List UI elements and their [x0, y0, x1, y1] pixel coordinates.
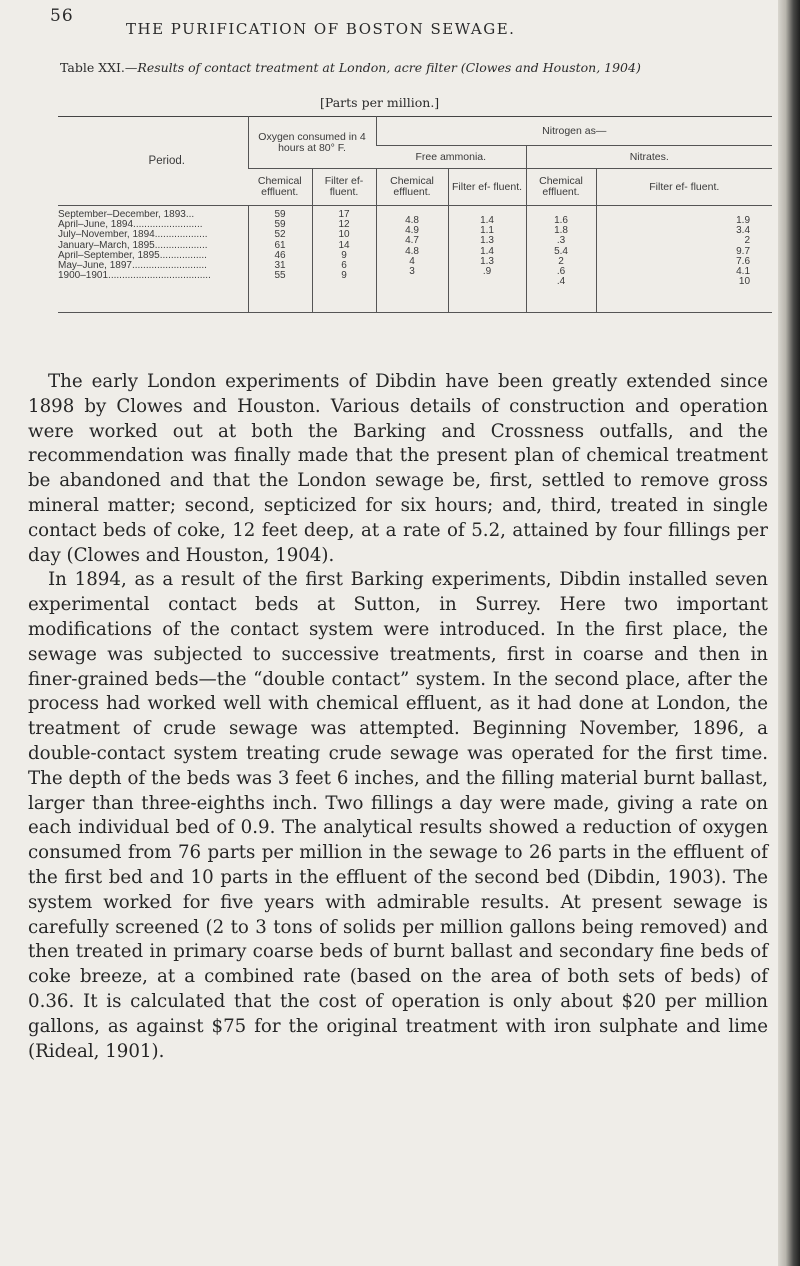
period-cell: September–December, 1893... [58, 210, 195, 220]
ammonia-filter-value: 1.3 [480, 235, 494, 247]
results-table [58, 116, 772, 313]
ammonia-filter-value: 1.4 [480, 245, 494, 257]
col-header-oxygen-chemical: Chemical effluent. [248, 169, 312, 206]
oxygen-chemical-value: 31 [274, 260, 286, 272]
ammonia-chemical-value: 4.8 [405, 245, 419, 257]
nitrates-filter-value: 2 [744, 235, 751, 247]
nitrates-chemical-value: 2 [558, 255, 564, 267]
period-cell: May–June, 1897........................... [58, 261, 207, 272]
table-label: Table XXI. [60, 60, 125, 75]
col-header-period: Period. [148, 154, 185, 167]
col-header-ammonia-filter: Filter ef- fluent. [448, 169, 526, 206]
oxygen-chemical-column [248, 206, 312, 313]
ammonia-chemical-value: 3 [409, 266, 415, 278]
oxygen-filter-value: 17 [338, 209, 350, 220]
col-header-oxygen-filter: Filter ef- fluent. [312, 169, 376, 206]
oxygen-filter-value: 9 [341, 249, 347, 261]
nitrates-filter-value: 1.9 [736, 215, 751, 226]
period-column [58, 206, 248, 313]
table-body-row [58, 206, 772, 313]
nitrates-chemical-value: 1.8 [554, 225, 568, 237]
nitrates-filter-value: 9.7 [736, 245, 751, 257]
oxygen-filter-value: 9 [341, 270, 347, 282]
table-caption: —Results of contact treatment at London, acre filter (Clowes and Houston, 1904) [124, 60, 641, 75]
table-unit-note: [Parts per million.] [320, 95, 440, 110]
table-title [60, 60, 780, 75]
col-group-free-ammonia: Free ammonia. [376, 146, 526, 169]
nitrates-chemical-value: .4 [556, 276, 566, 288]
nitrates-filter-value: 3.4 [736, 225, 751, 237]
nitrates-chemical-column [526, 206, 596, 313]
ammonia-chemical-value: 4.9 [405, 225, 419, 237]
oxygen-chemical-value: 59 [274, 219, 286, 231]
oxygen-filter-value: 6 [341, 260, 347, 272]
paragraph-1: The early London experiments of Dibdin have been greatly extended since 1898 by Clowes and Houston. Various details of construction and operation were worked out at both the Barking and Crossness outfalls, and the recommendation was finally made that the present plan of chemical treatment be abandoned and that the London sewage be, first, settled to remove gross mineral matter; second, septicized for six hours; and, third, treated in single contact beds of coke, 12 feet deep, at a rate of 5.2, attained by four fillings per day (Clowes and Houston, 1904). [28, 371, 768, 566]
ammonia-chemical-value: 4.7 [405, 235, 419, 247]
nitrates-chemical-value: 1.6 [554, 215, 568, 226]
ammonia-chemical-value: 4 [409, 255, 415, 267]
period-cell: April–June, 1894......................... [58, 220, 203, 231]
page-number: 56 [50, 6, 74, 26]
ammonia-chemical-column [376, 206, 448, 313]
page-edge-shadow [778, 0, 800, 1266]
nitrates-chemical-value: .6 [556, 266, 566, 278]
nitrates-filter-value: 10 [738, 276, 751, 288]
ammonia-filter-value: .9 [482, 266, 492, 278]
col-group-nitrogen: Nitrogen as— [376, 117, 772, 146]
running-head: THE PURIFICATION OF BOSTON SEWAGE. [126, 20, 516, 38]
period-cell: April–September, 1895................. [58, 250, 207, 261]
nitrates-filter-value: 4.1 [736, 266, 751, 278]
oxygen-filter-value: 12 [338, 219, 350, 231]
col-header-nitrates-chemical: Chemical effluent. [526, 169, 596, 206]
period-cell: 1900–1901..................................... [58, 271, 211, 282]
ammonia-chemical-value: 4.8 [405, 215, 419, 226]
col-group-nitrates: Nitrates. [526, 146, 772, 169]
oxygen-chemical-value: 61 [274, 239, 286, 251]
oxygen-filter-column [312, 206, 376, 313]
ammonia-filter-value: 1.1 [480, 225, 494, 237]
oxygen-chemical-value: 55 [274, 270, 286, 282]
ammonia-filter-column [448, 206, 526, 313]
oxygen-chemical-value: 52 [274, 229, 286, 241]
nitrates-filter-value: 7.6 [736, 255, 751, 267]
paragraph-2: In 1894, as a result of the first Barking experiments, Dibdin installed seven experimental contact beds at Sutton, in Surrey. Here two important modifications of the contact system were introduced. In the first place, the sewage was subjected to successive treatments, first in coarse and then in finer-grained beds—the “double contact” system. In the second place, after the process had worked well with chemical effluent, as it had done at London, the treatment of crude sewage was attempted. Beginning November, 1896, a double-contact system treating crude sewage was operated for the first time. The depth of the beds was 3 feet 6 inches, and the filling material burnt ballast, larger than three-eighths inch. Two fillings a day were made, giving a rate on each individual bed of 0.9. The analytical results showed a reduction of oxygen consumed from 76 parts per million in the sewage to 26 parts in the effluent of the first bed and 10 parts in the effluent of the second bed (Dibdin, 1903). The system worked for five years with admirable results. At present sewage is carefully screened (2 to 3 tons of solids per million gallons being removed) and then treated in primary coarse beds of burnt ballast and secondary fine beds of coke breeze, at a combined rate (based on the area of both sets of beds) of 0.36. It is calculated that the cost of operation is only about $20 per million gallons, as against $75 for the original treatment with iron sulphate and lime (Rideal, 1901). [28, 569, 768, 1062]
col-header-nitrates-filter: Filter ef- fluent. [596, 169, 772, 206]
nitrates-chemical-value: 5.4 [554, 245, 568, 257]
body-text [28, 370, 768, 1064]
col-group-oxygen: Oxygen consumed in 4 hours at 80° F. [248, 117, 376, 169]
oxygen-chemical-value: 46 [274, 249, 286, 261]
period-cell: July–November, 1894................... [58, 230, 208, 241]
nitrates-chemical-value: .3 [556, 235, 566, 247]
oxygen-chemical-value: 59 [274, 209, 286, 220]
oxygen-filter-value: 10 [338, 229, 350, 241]
period-cell: January–March, 1895................... [58, 240, 208, 251]
ammonia-filter-value: 1.3 [480, 255, 494, 267]
ammonia-filter-value: 1.4 [480, 215, 494, 226]
oxygen-filter-value: 14 [338, 239, 350, 251]
col-header-ammonia-chemical: Chemical effluent. [376, 169, 448, 206]
nitrates-filter-column [596, 206, 772, 313]
